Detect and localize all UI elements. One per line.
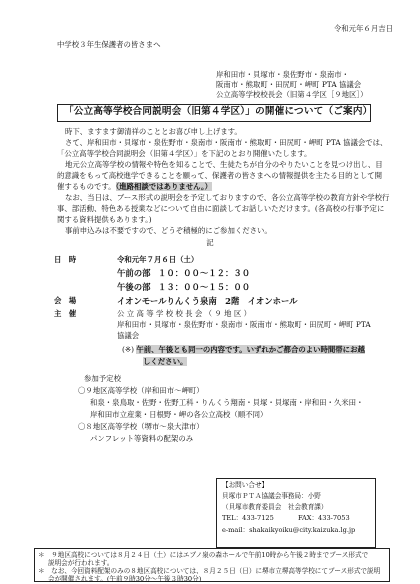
host-line: 協議会	[117, 331, 140, 340]
host-label: 主 催	[54, 309, 77, 318]
contact-org: 貝塚市ＰＴＡ協議会事務局：小野	[222, 492, 321, 500]
body-line: さて、岸和田市・貝塚市・泉佐野市・泉南市・阪南市・熊取町・田尻町・岬町 PTA 協議会では、	[65, 138, 388, 147]
contact-fax: FAX：433-7053	[298, 514, 350, 522]
document-title: 「公立高等学校合同説明会（旧第４学区）」の開催について（ご案内）	[64, 106, 373, 117]
footer-note-cont: 会が開催されます。(午前９時30分～午後３時30分)	[48, 575, 202, 583]
group9-schools: 岸和田市立産業・日根野・岬の各公立高校（順不同）	[90, 410, 268, 419]
body-line: 事前申込みは不要ですので、どうぞ積極的にご参加ください。	[65, 226, 272, 235]
body-line: 「公立高等学校合同説明会（旧第４学区）」を下記のとおり開催いたします。	[57, 149, 312, 158]
group9-title: 〇９地区高等学校（岸和田市～岬町）	[78, 386, 204, 395]
contact-tel: TEL：433-7125	[222, 514, 274, 522]
document-date: 令和元年６月吉日	[333, 24, 393, 33]
sender-line-1: 岸和田市・貝塚市・泉佐野市・泉南市・	[216, 70, 350, 79]
body-line: なお、当日は、ブース形式の説明会を予定しておりますので、各公立高等学校の教育方針や学校行	[65, 193, 390, 202]
event-date: 令和元年７月６日（土）	[117, 255, 199, 264]
footer-note-cont: 説明会が行われます。	[48, 559, 114, 567]
addressee: 中学校３年生保護者の皆さまへ	[57, 40, 161, 49]
pm-session-label: 午後の部	[117, 282, 151, 292]
greeting: 時下、ますます御清祥のこととお喜び申し上げます。	[65, 127, 242, 136]
body-text: 催するものです。	[57, 182, 116, 191]
contact-dept: （貝塚市教育委員会 社会教育課）	[222, 503, 328, 511]
host-line: 公 立 高 等 学 校 校 長 会 （ ９ 地 区 ）	[117, 309, 252, 318]
contact-email[interactable]: e-mail：shakaikyoiku@city.kaizuka.lg.jp	[222, 526, 356, 534]
note-highlight: しください。	[143, 357, 188, 366]
venue-label: 会 場	[54, 296, 77, 305]
sender-line-2: 阪南市・熊取町・田尻町・岬町 PTA 協議会	[216, 80, 362, 89]
footer-note: ＊ なお、今回資料配架のみの８地区高校については、８月２５日（日）に堺市立堺高等学校にてブース形式で説明	[38, 567, 381, 575]
note-highlight: 午前、午後とも同一の内容です。いずれかご都合のよい時間帯にお越	[136, 345, 365, 354]
footer-note: ＊ ９地区高校については８月２４日（土）にはエブノ泉の森ホールで午前10時から午後２時までブース形式で	[38, 551, 369, 559]
session-note-cont	[143, 357, 187, 366]
am-session-label: 午前の部	[117, 268, 151, 278]
am-session-time: １０：００～１２：３０	[158, 268, 251, 278]
group9-schools: 和泉・泉鳥取・佐野・佐野工科・りんくう翔南・貝塚・貝塚南・岸和田・久米田・	[90, 398, 364, 407]
session-note	[122, 345, 365, 354]
note-marker: (※)	[122, 345, 134, 354]
body-line: 事、部活動、特色ある授業などについて自由に面談してお話しいただけます。(各高校の行事予定に	[57, 204, 385, 213]
body-line-last	[57, 182, 212, 191]
sender-line-3: 公立高等学校校長会（旧第４学区［９地区］）	[216, 90, 368, 99]
contact-title: 【お問い合せ】	[222, 481, 269, 489]
group8-note: パンフレット等資料の配架のみ	[90, 434, 194, 443]
pm-session-time: １３：００～１５：００	[158, 282, 251, 292]
body-line: 関する資料提供もあります。)	[57, 215, 152, 224]
venue-value: イオンモールりんくう泉南 2階 イオンホール	[117, 296, 298, 306]
schools-heading: 参加予定校	[84, 374, 121, 383]
date-label: 日 時	[54, 255, 77, 264]
host-line: 岸和田市・貝塚市・泉佐野市・泉南市・阪南市・熊取町・田尻町・岬町 PTA	[117, 320, 371, 329]
group8-title: 〇８地区高等学校（堺市～泉大津市）	[78, 422, 204, 431]
not-counseling-note: （進路相談ではありません。）	[115, 182, 213, 191]
body-line: 的意識をもって高校進学できることを願って、保護者の皆さまへの情報提供を主たる目的として開	[57, 171, 383, 180]
ki-heading: 記	[206, 238, 214, 247]
body-line: 地元公立高等学校の情報や特色を知ることで、生徒たちが自分のやりたいことを見つけ出し、目	[65, 160, 383, 169]
